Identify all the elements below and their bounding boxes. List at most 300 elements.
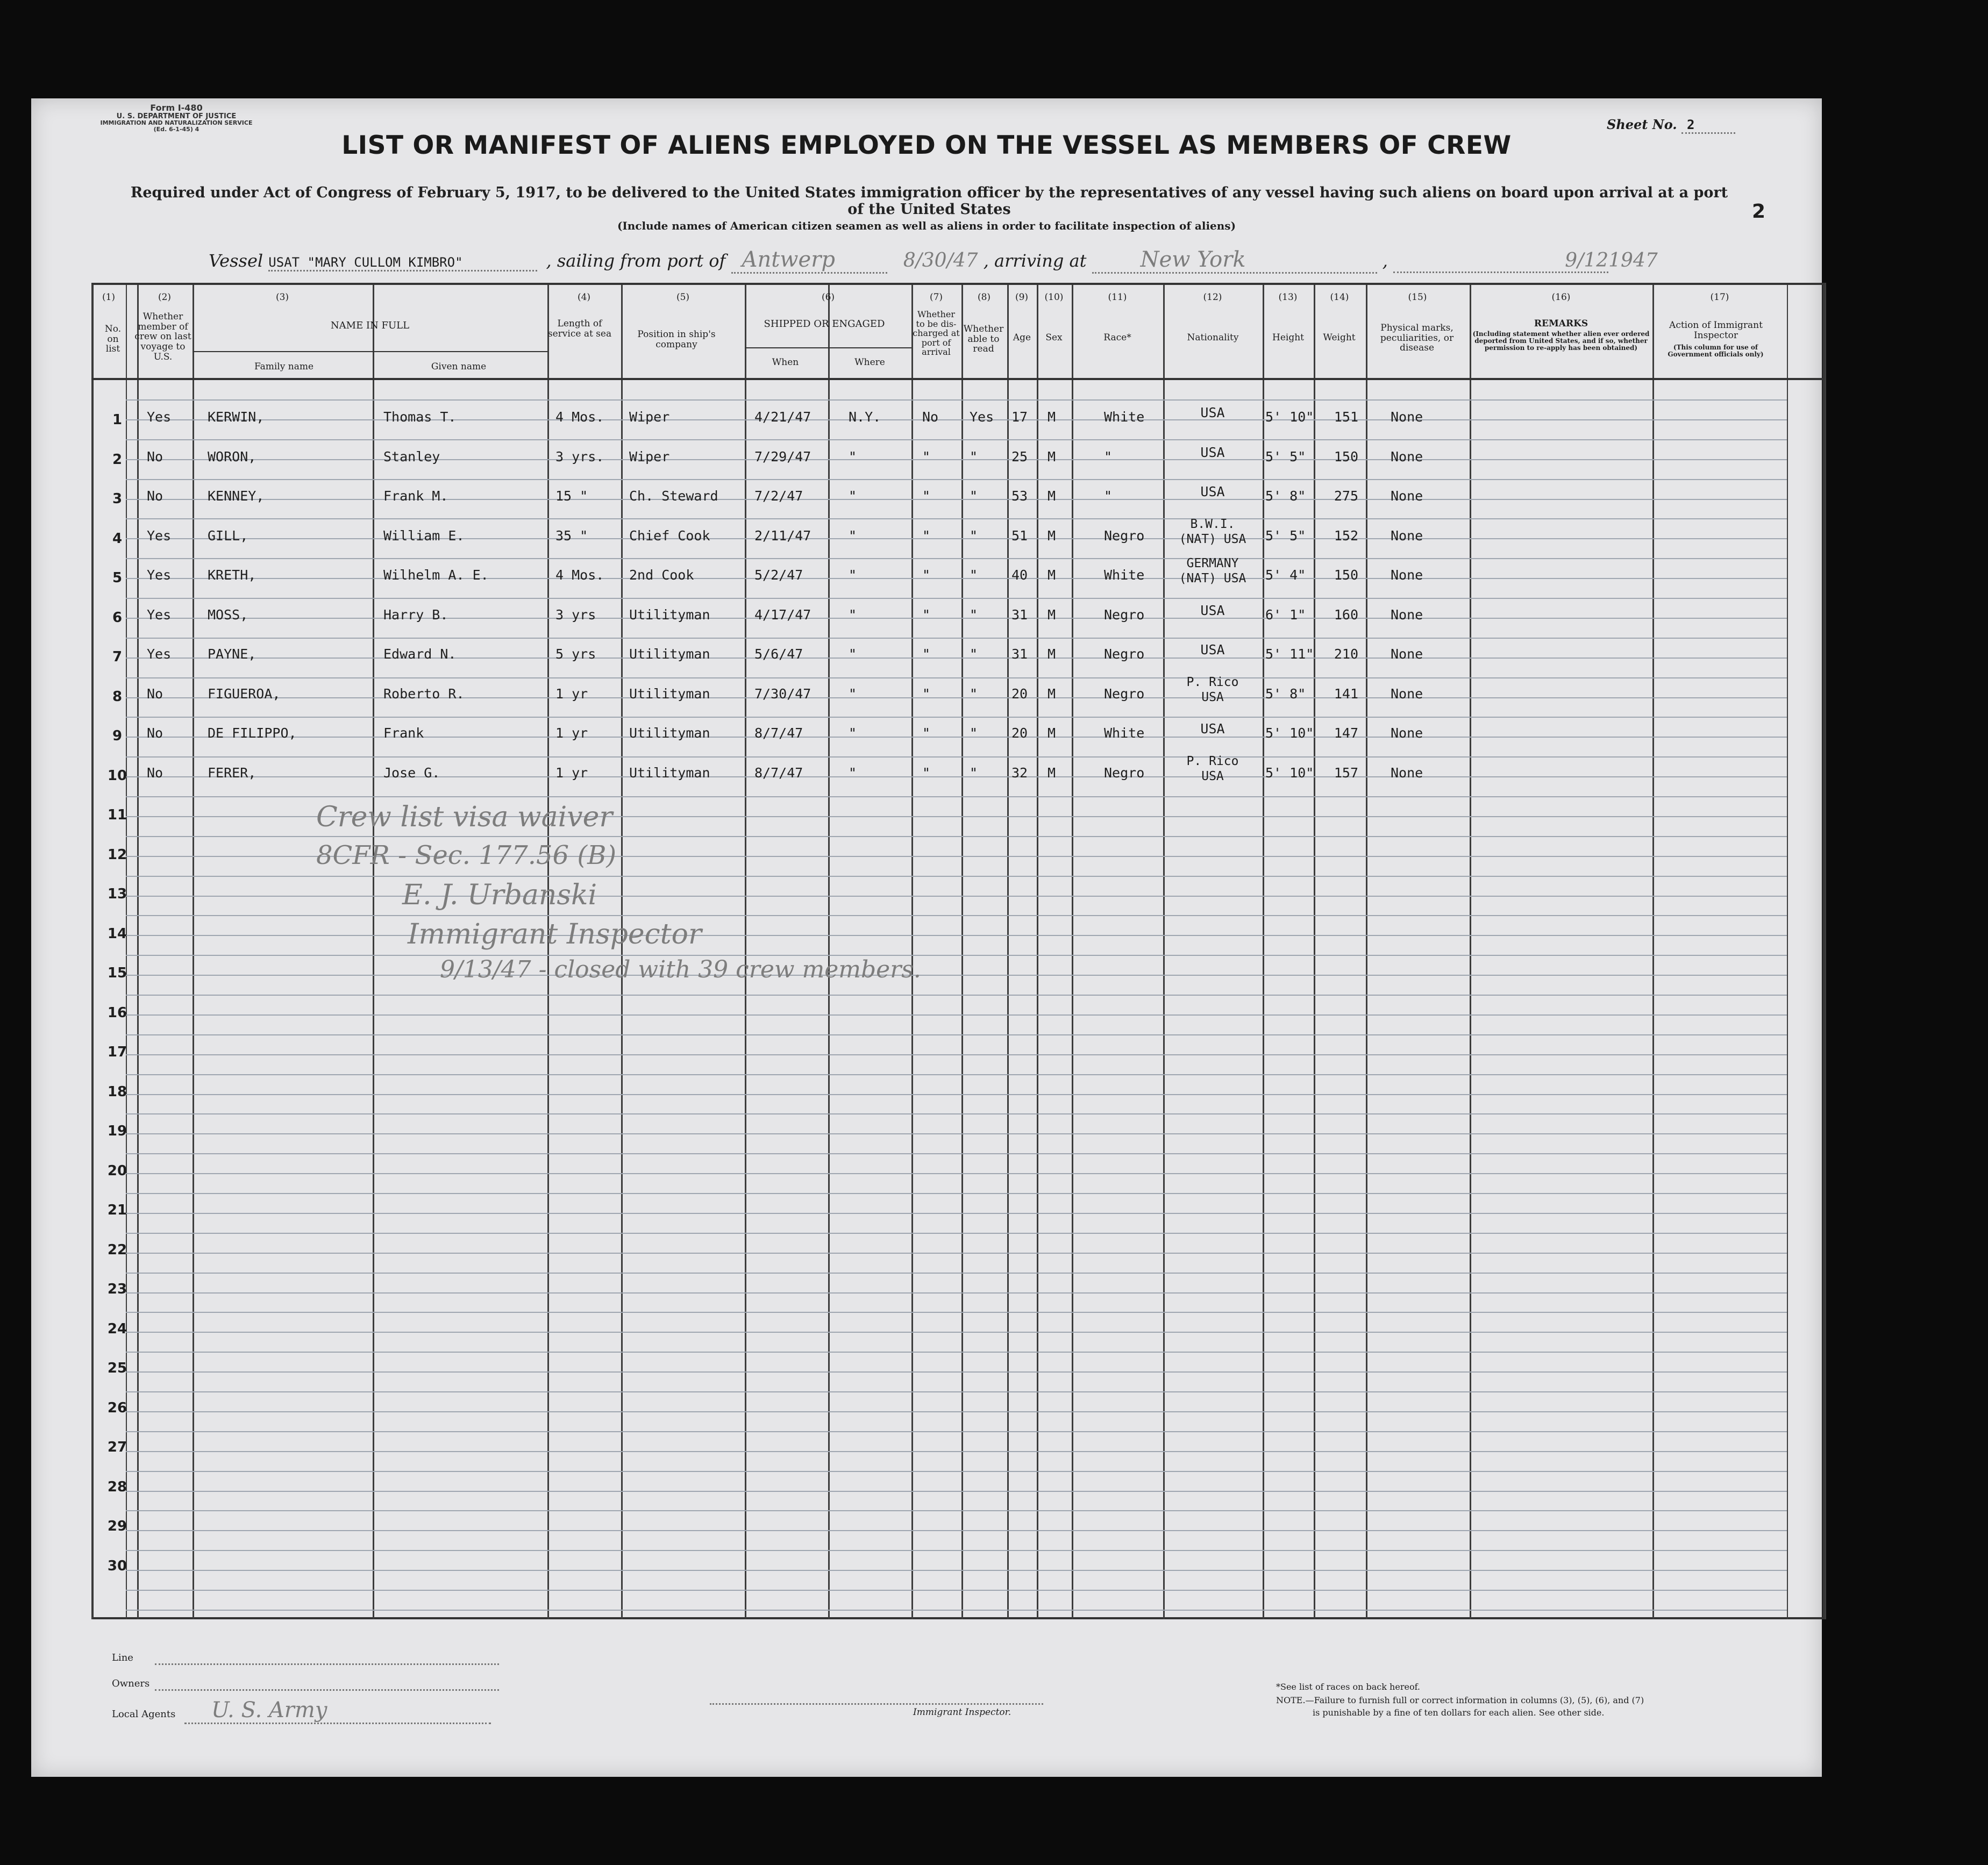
row-number: 2 — [112, 451, 123, 468]
crew-sex: M — [1048, 567, 1056, 583]
crew-height: 5' 5" — [1265, 527, 1306, 544]
table-column-rule — [547, 283, 549, 1619]
crew-position: Wiper — [629, 448, 670, 465]
crew-family-name: WORON, — [208, 448, 256, 465]
table-ruled-line — [126, 975, 1787, 976]
note-text: —Failure to furnish full or correct information in columns (3), (5), (6), and (7) — [1305, 1695, 1644, 1705]
header-height: Height — [1272, 332, 1304, 343]
table-ruled-line — [126, 876, 1787, 877]
crew-length-of-service: 1 yr — [555, 685, 588, 702]
crew-member: Yes — [147, 646, 172, 662]
table-ruled-line — [126, 459, 1787, 460]
crew-length-of-service: 1 yr — [555, 764, 588, 781]
crew-physical: None — [1391, 685, 1423, 702]
crew-race: Negro — [1104, 764, 1145, 781]
column-number: (9) — [1015, 292, 1029, 303]
column-number: (2) — [158, 292, 172, 303]
crew-given-name: Frank — [383, 725, 424, 741]
crew-sex: M — [1048, 409, 1056, 425]
crew-position: Chief Cook — [629, 527, 710, 544]
column-number: (8) — [977, 292, 991, 303]
footer-owners-field — [155, 1678, 499, 1691]
table-ruled-line — [126, 1530, 1787, 1531]
vessel-name: USAT "MARY CULLOM KIMBRO" — [268, 255, 537, 271]
row-number: 28 — [107, 1478, 127, 1495]
row-number: 13 — [107, 886, 127, 902]
table-ruled-line — [126, 955, 1787, 956]
crew-length-of-service: 1 yr — [555, 725, 588, 741]
table-ruled-line — [126, 1451, 1787, 1452]
row-number: 7 — [112, 649, 123, 665]
crew-position: Utilityman — [629, 606, 710, 623]
header-race: Race* — [1103, 332, 1131, 343]
crew-length-of-service: 35 " — [555, 527, 588, 544]
crew-shipped-where: " — [849, 488, 857, 504]
table-ruled-line — [126, 1292, 1787, 1294]
column-number: (1) — [102, 292, 116, 303]
header-age: Age — [1013, 332, 1031, 343]
crew-shipped-where: " — [849, 606, 857, 623]
table-column-rule — [1470, 283, 1471, 1619]
table-ruled-line — [126, 1233, 1787, 1234]
table-ruled-line — [126, 776, 1787, 777]
row-number: 1 — [112, 412, 123, 428]
header-able-read: Whether able to read — [963, 324, 1004, 355]
table-ruled-line — [126, 896, 1787, 897]
table-ruled-line — [126, 1550, 1787, 1551]
crew-weight: 150 — [1334, 567, 1358, 583]
form-id-block — [98, 104, 254, 133]
crew-discharged: No — [922, 409, 939, 425]
crew-shipped-where: " — [849, 685, 857, 702]
crew-physical: None — [1391, 567, 1423, 583]
crew-nationality: P. Rico — [1186, 675, 1239, 689]
table-column-rule — [621, 283, 623, 1619]
table-subheader-rule — [193, 351, 547, 352]
row-number: 29 — [107, 1518, 127, 1534]
table-ruled-line — [126, 1273, 1787, 1274]
row-number: 11 — [107, 807, 127, 823]
arriving-port: New York — [1092, 247, 1377, 274]
column-number: (4) — [577, 292, 591, 303]
crew-race: Negro — [1104, 646, 1145, 662]
table-ruled-line — [126, 836, 1787, 837]
revision: (Ed. 6-1-45) 4 — [153, 125, 199, 133]
crew-position: Utilityman — [629, 685, 710, 702]
crew-member: No — [147, 725, 163, 741]
table-ruled-line — [126, 578, 1787, 579]
crew-weight: 150 — [1334, 448, 1358, 465]
header-name-in-full: NAME IN FULL — [330, 320, 410, 331]
crew-height: 5' 8" — [1265, 488, 1306, 504]
crew-able-to-read: " — [970, 764, 978, 781]
table-ruled-line — [126, 995, 1787, 996]
comma: , — [1382, 251, 1388, 271]
table-column-rule — [1314, 283, 1315, 1619]
table-column-rule — [91, 283, 93, 1619]
crew-discharged: " — [922, 606, 931, 623]
row-number: 18 — [107, 1083, 127, 1100]
crew-position: 2nd Cook — [629, 567, 694, 583]
crew-nationality: USA — [1200, 405, 1225, 420]
page-subtitle: Required under Act of Congress of February 5, 1917, to be delivered to the United States immigration officer by the representatives of any vessel having such aliens on board upon arrival at a port of the United States — [130, 184, 1728, 218]
crew-age: 53 — [1011, 488, 1028, 504]
row-number: 27 — [107, 1439, 127, 1455]
crew-discharged: " — [922, 527, 931, 544]
arrival-year: 1947 — [1608, 249, 1658, 271]
crew-shipped-where: " — [849, 567, 857, 583]
crew-height: 5' 10" — [1265, 409, 1314, 425]
table-ruled-line — [126, 1570, 1787, 1571]
header-remarks: REMARKS — [1534, 318, 1588, 329]
table-ruled-line — [126, 1431, 1787, 1432]
table-ruled-line — [126, 479, 1787, 480]
crew-able-to-read: " — [970, 488, 978, 504]
crew-member: Yes — [147, 409, 172, 425]
column-number: (13) — [1278, 292, 1298, 303]
crew-nationality-2: USA — [1201, 690, 1224, 704]
crew-family-name: KENNEY, — [208, 488, 265, 504]
crew-shipped-where: N.Y. — [849, 409, 881, 425]
crew-nationality-2: (NAT) USA — [1179, 532, 1246, 546]
table-ruled-line — [126, 1034, 1787, 1035]
crew-length-of-service: 3 yrs — [555, 606, 596, 623]
row-number: 17 — [107, 1044, 127, 1060]
header-sex: Sex — [1045, 332, 1063, 343]
crew-family-name: FIGUEROA, — [208, 685, 281, 702]
table-ruled-line — [126, 1173, 1787, 1174]
crew-given-name: Stanley — [383, 448, 440, 465]
table-ruled-line — [126, 1391, 1787, 1392]
crew-age: 32 — [1011, 764, 1028, 781]
crew-height: 5' 10" — [1265, 764, 1314, 781]
crew-height: 5' 5" — [1265, 448, 1306, 465]
crew-member: Yes — [147, 606, 172, 623]
footer-owners — [112, 1678, 499, 1691]
table-column-rule — [961, 283, 963, 1619]
row-number: 8 — [112, 688, 123, 705]
crew-discharged: " — [922, 685, 931, 702]
footer-owners-label: Owners — [112, 1678, 150, 1689]
header-action-note: (This column for use of Government officials only) — [1668, 344, 1764, 359]
table-ruled-line — [126, 618, 1787, 619]
crew-position: Utilityman — [629, 646, 710, 662]
header-given-name: Given name — [431, 361, 487, 372]
row-number: 3 — [112, 491, 123, 507]
table-ruled-line — [126, 1074, 1787, 1075]
crew-member: No — [147, 448, 163, 465]
crew-able-to-read: " — [970, 606, 978, 623]
table-ruled-line — [126, 1193, 1787, 1194]
table-column-rule — [911, 283, 913, 1619]
row-number: 6 — [112, 609, 123, 626]
crew-able-to-read: " — [970, 646, 978, 662]
crew-sex: M — [1048, 448, 1056, 465]
crew-age: 31 — [1011, 606, 1028, 623]
header-discharged: Whether to be dis-charged at port of arrival — [913, 309, 960, 358]
crew-race: Negro — [1104, 606, 1145, 623]
crew-shipped-when: 8/7/47 — [754, 725, 803, 741]
column-number: (7) — [929, 292, 943, 303]
column-number: (17) — [1710, 292, 1729, 303]
row-number: 20 — [107, 1162, 127, 1179]
corner-mark: 2 — [1752, 201, 1766, 223]
crew-race: White — [1104, 567, 1145, 583]
crew-physical: None — [1391, 646, 1423, 662]
table-column-rule — [126, 283, 127, 1619]
table-ruled-line — [126, 658, 1787, 659]
handwritten-cfr-section: 8CFR - Sec. 177.56 (B) — [316, 840, 617, 870]
crew-member: Yes — [147, 527, 172, 544]
crew-race: White — [1104, 725, 1145, 741]
table-header-rule — [91, 378, 1825, 380]
sailing-date: 8/30/47 — [903, 249, 978, 271]
crew-discharged: " — [922, 567, 931, 583]
crew-nationality: B.W.I. — [1190, 517, 1235, 531]
crew-length-of-service: 4 Mos. — [555, 409, 604, 425]
table-column-rule — [828, 283, 830, 1619]
header-shipped-engaged: SHIPPED OR ENGAGED — [764, 318, 885, 330]
crew-member: No — [147, 764, 163, 781]
crew-height: 5' 11" — [1265, 646, 1314, 662]
row-number: 26 — [107, 1399, 127, 1416]
row-number: 23 — [107, 1281, 127, 1297]
handwritten-visa-waiver: Crew list visa waiver — [316, 801, 613, 833]
table-column-rule — [1072, 283, 1073, 1619]
crew-physical: None — [1391, 409, 1423, 425]
crew-given-name: Thomas T. — [383, 409, 457, 425]
crew-length-of-service: 4 Mos. — [555, 567, 604, 583]
crew-sex: M — [1048, 606, 1056, 623]
crew-weight: 141 — [1334, 685, 1358, 702]
table-column-rule — [137, 283, 139, 1619]
crew-discharged: " — [922, 488, 931, 504]
table-column-rule — [1787, 283, 1788, 1619]
crew-shipped-when: 7/29/47 — [754, 448, 811, 465]
table-ruled-line — [126, 598, 1787, 599]
table-ruled-line — [126, 1133, 1787, 1134]
footer-line-field — [155, 1652, 499, 1665]
crew-shipped-when: 8/7/47 — [754, 764, 803, 781]
vessel-line — [209, 247, 1658, 274]
table-column-rule — [1366, 283, 1367, 1619]
sheet-number: 2 — [1681, 117, 1735, 134]
crew-given-name: William E. — [383, 527, 465, 544]
crew-given-name: Harry B. — [383, 606, 448, 623]
column-number: (14) — [1330, 292, 1349, 303]
header-where: Where — [854, 357, 885, 368]
footer-agents-value: U. S. Army — [184, 1698, 491, 1724]
crew-age: 40 — [1011, 567, 1028, 583]
table-header-rule — [91, 283, 1825, 285]
fine-note — [1276, 1695, 1644, 1705]
page-note: (Include names of American citizen seamen as well as aliens in order to facilitate inspection of aliens) — [617, 219, 1236, 232]
table-ruled-line — [126, 796, 1787, 797]
crew-given-name: Jose G. — [383, 764, 440, 781]
vessel-label: Vessel — [209, 251, 263, 271]
row-number: 22 — [107, 1241, 127, 1258]
crew-able-to-read: " — [970, 527, 978, 544]
crew-weight: 152 — [1334, 527, 1358, 544]
table-ruled-line — [126, 1094, 1787, 1095]
crew-family-name: GILL, — [208, 527, 248, 544]
table-ruled-line — [126, 1153, 1787, 1154]
crew-height: 6' 1" — [1265, 606, 1306, 623]
row-number: 21 — [107, 1202, 127, 1218]
table-ruled-line — [126, 1610, 1787, 1611]
table-ruled-line — [126, 1312, 1787, 1313]
table-ruled-line — [126, 697, 1787, 698]
footer-agents-label: Local Agents — [112, 1709, 176, 1720]
crew-shipped-where: " — [849, 725, 857, 741]
crew-physical: None — [1391, 527, 1423, 544]
arriving-label: , arriving at — [983, 251, 1087, 271]
note-label: NOTE. — [1276, 1695, 1306, 1705]
crew-height: 5' 8" — [1265, 685, 1306, 702]
page-title: LIST OR MANIFEST OF ALIENS EMPLOYED ON THE VESSEL AS MEMBERS OF CREW — [341, 131, 1512, 160]
row-number: 5 — [112, 570, 123, 586]
crew-family-name: PAYNE, — [208, 646, 256, 662]
table-ruled-line — [126, 915, 1787, 916]
column-number: (3) — [275, 292, 289, 303]
table-ruled-line — [126, 1014, 1787, 1016]
sheet-label: Sheet No. — [1607, 117, 1677, 132]
crew-nationality: USA — [1200, 484, 1225, 499]
crew-weight: 275 — [1334, 488, 1358, 504]
sailing-port: Antwerp — [731, 247, 887, 274]
crew-race: " — [1104, 448, 1113, 465]
crew-member: No — [147, 685, 163, 702]
column-number: (16) — [1551, 292, 1571, 303]
row-number: 9 — [112, 728, 123, 744]
table-ruled-line — [126, 1113, 1787, 1114]
table-ruled-line — [126, 935, 1787, 936]
crew-able-to-read: " — [970, 448, 978, 465]
crew-given-name: Frank M. — [383, 488, 448, 504]
crew-family-name: FERER, — [208, 764, 256, 781]
table-ruled-line — [126, 439, 1787, 440]
crew-nationality: USA — [1200, 721, 1225, 737]
crew-family-name: MOSS, — [208, 606, 248, 623]
crew-length-of-service: 3 yrs. — [555, 448, 604, 465]
header-whether-member: Whether member of crew on last voyage to U.S. — [134, 311, 191, 362]
header-nationality: Nationality — [1187, 332, 1239, 343]
column-number: (12) — [1203, 292, 1222, 303]
crew-weight: 147 — [1334, 725, 1358, 741]
manifest-sheet — [31, 98, 1822, 1777]
crew-shipped-when: 4/21/47 — [754, 409, 811, 425]
footer-line-label: Line — [112, 1652, 133, 1663]
crew-shipped-where: " — [849, 764, 857, 781]
row-number: 19 — [107, 1123, 127, 1139]
crew-height: 5' 4" — [1265, 567, 1306, 583]
crew-able-to-read: " — [970, 725, 978, 741]
department: U. S. DEPARTMENT OF JUSTICE — [116, 112, 237, 120]
crew-member: Yes — [147, 567, 172, 583]
crew-height: 5' 10" — [1265, 725, 1314, 741]
crew-weight: 210 — [1334, 646, 1358, 662]
crew-nationality-2: USA — [1201, 769, 1224, 783]
crew-discharged: " — [922, 725, 931, 741]
crew-sex: M — [1048, 764, 1056, 781]
table-ruled-line — [126, 1253, 1787, 1254]
crew-physical: None — [1391, 448, 1423, 465]
table-column-rule — [1652, 283, 1654, 1619]
crew-age: 20 — [1011, 685, 1028, 702]
row-number: 24 — [107, 1320, 127, 1337]
crew-shipped-when: 7/2/47 — [754, 488, 803, 504]
crew-discharged: " — [922, 646, 931, 662]
header-remarks-note: (Including statement whether alien ever ordered deported from United States, and if so, whether permission to re-apply has been obtained) — [1472, 330, 1650, 352]
header-length-service: Length of service at sea — [547, 318, 612, 339]
crew-discharged: " — [922, 764, 931, 781]
inspector-label: Immigrant Inspector. — [913, 1707, 1011, 1718]
header-when: When — [772, 357, 799, 368]
crew-member: No — [147, 488, 163, 504]
table-ruled-line — [126, 419, 1787, 420]
table-column-rule — [1163, 283, 1165, 1619]
row-number: 15 — [107, 965, 127, 981]
table-column-rule — [1825, 283, 1826, 1619]
column-number: (15) — [1408, 292, 1427, 303]
crew-age: 20 — [1011, 725, 1028, 741]
header-weight: Weight — [1323, 332, 1356, 343]
crew-sex: M — [1048, 725, 1056, 741]
crew-position: Utilityman — [629, 725, 710, 741]
table-ruled-line — [126, 737, 1787, 738]
header-position: Position in ship's company — [637, 329, 716, 350]
table-ruled-line — [126, 399, 1787, 401]
crew-age: 25 — [1011, 448, 1028, 465]
crew-position: Utilityman — [629, 764, 710, 781]
inspector-signature-line — [710, 1703, 1043, 1705]
crew-family-name: KERWIN, — [208, 409, 265, 425]
crew-shipped-when: 5/6/47 — [754, 646, 803, 662]
table-column-rule — [1263, 283, 1264, 1619]
table-ruled-line — [126, 1411, 1787, 1412]
crew-age: 17 — [1011, 409, 1028, 425]
table-ruled-line — [126, 1054, 1787, 1055]
crew-sex: M — [1048, 685, 1056, 702]
table-ruled-line — [126, 1510, 1787, 1511]
crew-weight: 157 — [1334, 764, 1358, 781]
crew-length-of-service: 5 yrs — [555, 646, 596, 662]
column-number: (6) — [821, 292, 835, 303]
crew-weight: 151 — [1334, 409, 1358, 425]
crew-length-of-service: 15 " — [555, 488, 588, 504]
handwritten-inspector-name: E. J. Urbanski — [402, 879, 597, 911]
crew-nationality-2: (NAT) USA — [1179, 571, 1246, 585]
fine-note-2: is punishable by a fine of ten dollars for each alien. See other side. — [1313, 1707, 1605, 1718]
column-number: (5) — [676, 292, 690, 303]
crew-nationality: USA — [1200, 642, 1225, 658]
header-physical: Physical marks, peculiarities, or disease — [1380, 323, 1454, 354]
crew-age: 51 — [1011, 527, 1028, 544]
crew-discharged: " — [922, 448, 931, 465]
crew-sex: M — [1048, 488, 1056, 504]
table-subheader-rule — [745, 347, 911, 348]
crew-position: Wiper — [629, 409, 670, 425]
crew-sex: M — [1048, 527, 1056, 544]
crew-race: Negro — [1104, 527, 1145, 544]
crew-age: 31 — [1011, 646, 1028, 662]
table-ruled-line — [126, 1332, 1787, 1333]
crew-physical: None — [1391, 488, 1423, 504]
crew-shipped-when: 5/2/47 — [754, 567, 803, 583]
table-ruled-line — [126, 558, 1787, 559]
row-number: 25 — [107, 1360, 127, 1376]
crew-given-name: Roberto R. — [383, 685, 465, 702]
